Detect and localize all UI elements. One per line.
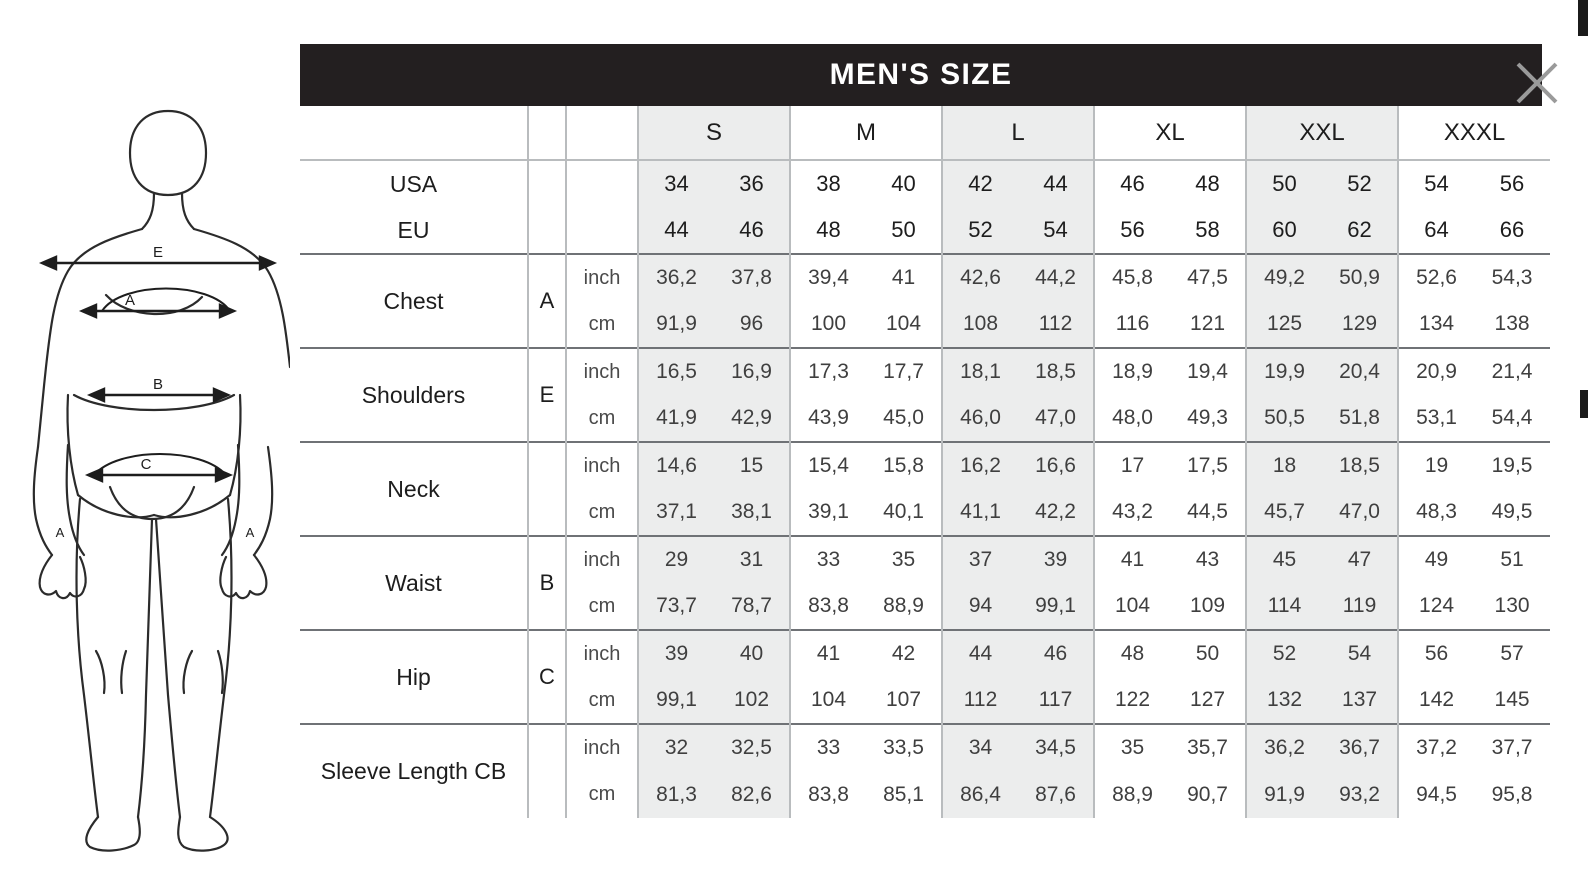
measure-letter-shoulders: E — [528, 348, 566, 442]
cell-value: 124 — [1419, 594, 1455, 617]
cell-value: 15 — [714, 442, 790, 489]
table-row — [300, 254, 1550, 301]
usa-value: 46 — [1094, 160, 1170, 207]
table-row-size-headers — [300, 106, 1550, 160]
table-row — [300, 536, 1550, 583]
cell-value: 54 — [1322, 630, 1398, 677]
cell-value: 49 — [1398, 536, 1474, 583]
cell-value: 49,2 — [1246, 254, 1322, 301]
cell-value: 104 — [866, 301, 942, 348]
measure-label-waist: Waist — [300, 536, 528, 630]
cell-value: 51 — [1474, 536, 1550, 583]
cell-value: 47,5 — [1170, 254, 1246, 301]
cell-value: 73,7 — [638, 583, 714, 630]
cell-value: 17,3 — [790, 348, 866, 395]
cell-value: 121 — [1170, 301, 1246, 348]
measure-letter-chest: A — [528, 254, 566, 348]
cell-value: 35 — [1094, 724, 1170, 771]
eu-value: 62 — [1322, 207, 1398, 254]
cell-value: 96 — [714, 301, 790, 348]
cell-value: 47 — [1322, 536, 1398, 583]
measure-label-neck: Neck — [300, 442, 528, 536]
body-figure-panel — [0, 0, 300, 888]
cell-value: 52 — [1246, 630, 1322, 677]
usa-value: 56 — [1474, 160, 1550, 207]
empty-cell-letter — [528, 106, 566, 160]
eu-value: 50 — [866, 207, 942, 254]
unit-inch: inch — [566, 724, 638, 771]
eu-value: 60 — [1246, 207, 1322, 254]
cell-value: 48,0 — [1112, 406, 1153, 429]
cell-value: 18,5 — [1322, 442, 1398, 489]
cell-value: 46,0 — [942, 395, 1018, 442]
cell-value: 142 — [1419, 688, 1455, 711]
cell-value: 78,7 — [714, 583, 790, 630]
measure-label-sleeve-length-cb: Sleeve Length CB — [300, 724, 528, 818]
size-header-xxxl: XXXL — [1443, 118, 1506, 146]
cell-value: 21,4 — [1474, 348, 1550, 395]
eu-value: 56 — [1120, 217, 1145, 242]
cell-value: 56 — [1398, 630, 1474, 677]
eu-value: 44 — [638, 207, 714, 254]
unit-inch: inch — [566, 536, 638, 583]
cell-value: 41 — [790, 630, 866, 677]
cell-value: 53,1 — [1416, 406, 1457, 429]
cell-value: 138 — [1494, 312, 1530, 335]
cell-value: 16,9 — [714, 348, 790, 395]
cell-value: 44,2 — [1018, 254, 1094, 301]
figure-marker-a-right: A — [245, 525, 255, 540]
cell-value: 42,2 — [1018, 489, 1094, 536]
cell-value: 16,2 — [942, 442, 1018, 489]
size-header-xl: XL — [1094, 106, 1246, 160]
cell-value: 83,8 — [808, 782, 849, 806]
figure-marker-a: A — [124, 292, 136, 309]
cell-value: 83,8 — [808, 594, 849, 617]
measure-label-hip: Hip — [300, 630, 528, 724]
cell-value: 31 — [714, 536, 790, 583]
cell-value: 45,7 — [1246, 489, 1322, 536]
cell-value: 46 — [1018, 630, 1094, 677]
cell-value: 17,5 — [1170, 442, 1246, 489]
cell-value: 35,7 — [1170, 724, 1246, 771]
cell-value: 44,5 — [1170, 489, 1246, 536]
cell-value: 86,4 — [942, 771, 1018, 818]
cell-value: 48,3 — [1416, 500, 1457, 523]
size-header-xxl: XXL — [1246, 106, 1398, 160]
cell-value: 45 — [1246, 536, 1322, 583]
cell-value: 39 — [1018, 536, 1094, 583]
cell-value: 43 — [1170, 536, 1246, 583]
cell-value: 20,9 — [1398, 348, 1474, 395]
usa-value: 50 — [1246, 160, 1322, 207]
cell-value: 88,9 — [866, 583, 942, 630]
empty-cell-label — [300, 106, 528, 160]
unit-cm: cm — [566, 771, 638, 818]
cell-value: 54,4 — [1491, 406, 1533, 429]
cell-value: 39 — [638, 630, 714, 677]
cell-value: 104 — [1115, 594, 1151, 617]
spacer-letter-eu — [528, 207, 566, 254]
usa-value: 36 — [714, 160, 790, 207]
usa-value: 38 — [790, 160, 866, 207]
cell-value: 44 — [942, 630, 1018, 677]
usa-value: 48 — [1170, 160, 1246, 207]
cell-value: 49,5 — [1491, 500, 1533, 523]
eu-value: 46 — [714, 207, 790, 254]
spacer-unit-usa — [566, 160, 638, 207]
table-row-usa — [300, 160, 1550, 207]
size-header-l: L — [942, 106, 1094, 160]
close-icon[interactable] — [1510, 56, 1564, 110]
cell-value: 104 — [810, 688, 847, 711]
cell-value: 88,9 — [1112, 782, 1153, 806]
cell-value: 39,4 — [790, 254, 866, 301]
cell-value: 37,7 — [1474, 724, 1550, 771]
cell-value: 134 — [1419, 312, 1455, 335]
cell-value: 32,5 — [714, 724, 790, 771]
cell-value: 19,5 — [1474, 442, 1550, 489]
cell-value: 137 — [1322, 677, 1398, 724]
size-header-s: S — [638, 106, 790, 160]
cell-value: 43,9 — [808, 406, 849, 429]
cell-value: 29 — [638, 536, 714, 583]
cell-value: 33,5 — [866, 724, 942, 771]
cell-value: 37 — [942, 536, 1018, 583]
cell-value: 99,1 — [1018, 583, 1094, 630]
cell-value: 122 — [1115, 688, 1151, 711]
cell-value: 18,1 — [942, 348, 1018, 395]
cell-value: 42 — [866, 630, 942, 677]
cell-value: 50,5 — [1246, 395, 1322, 442]
cell-value: 90,7 — [1170, 771, 1246, 818]
cell-value: 17 — [1094, 442, 1170, 489]
cell-value: 112 — [942, 677, 1018, 724]
spacer-unit-eu — [566, 207, 638, 254]
unit-inch: inch — [566, 630, 638, 677]
cell-value: 42,9 — [714, 395, 790, 442]
measure-letter-hip: C — [528, 630, 566, 724]
cell-value: 119 — [1322, 583, 1398, 630]
cell-value: 116 — [1115, 312, 1150, 335]
cell-value: 85,1 — [866, 771, 942, 818]
cell-value: 102 — [714, 677, 790, 724]
cell-value: 117 — [1018, 677, 1094, 724]
table-row-eu — [300, 207, 1550, 254]
usa-value: 54 — [1398, 160, 1474, 207]
unit-cm: cm — [566, 677, 638, 724]
cell-value: 145 — [1494, 688, 1530, 711]
cell-value: 41 — [1094, 536, 1170, 583]
eu-value: 48 — [816, 217, 841, 242]
measure-letter-neck — [528, 442, 566, 536]
unit-inch: inch — [566, 254, 638, 301]
cell-value: 87,6 — [1018, 771, 1094, 818]
cell-value: 129 — [1322, 301, 1398, 348]
size-chart-panel — [300, 44, 1542, 854]
unit-inch: inch — [566, 442, 638, 489]
figure-marker-a-left: A — [55, 525, 65, 540]
cell-value: 54,3 — [1474, 254, 1550, 301]
cell-value: 130 — [1494, 594, 1530, 617]
usa-value: 52 — [1322, 160, 1398, 207]
cell-value: 19,9 — [1246, 348, 1322, 395]
cell-value: 33 — [790, 536, 866, 583]
cell-value: 45,0 — [866, 395, 942, 442]
unit-cm: cm — [566, 301, 638, 348]
cell-value: 81,3 — [638, 771, 714, 818]
cell-value: 19 — [1398, 442, 1474, 489]
table-row — [300, 724, 1550, 771]
body-outline-illustration — [10, 95, 290, 855]
system-label-eu: EU — [300, 207, 528, 254]
cell-value: 50,9 — [1322, 254, 1398, 301]
cell-value: 42,6 — [942, 254, 1018, 301]
cell-value: 82,6 — [714, 771, 790, 818]
cell-value: 114 — [1246, 583, 1322, 630]
cell-value: 34 — [942, 724, 1018, 771]
page-edge-marker — [1580, 390, 1588, 418]
spacer-letter-usa — [528, 160, 566, 207]
measure-label-chest: Chest — [300, 254, 528, 348]
size-header-m: M — [790, 106, 942, 160]
eu-value: 54 — [1018, 207, 1094, 254]
cell-value: 16,6 — [1018, 442, 1094, 489]
table-row — [300, 348, 1550, 395]
cell-value: 93,2 — [1322, 771, 1398, 818]
system-label-usa: USA — [300, 160, 528, 207]
unit-cm: cm — [566, 489, 638, 536]
cell-value: 45,8 — [1094, 254, 1170, 301]
cell-value: 109 — [1170, 583, 1246, 630]
unit-cm: cm — [566, 583, 638, 630]
measure-letter-waist: B — [528, 536, 566, 630]
cell-value: 33 — [790, 724, 866, 771]
cell-value: 36,2 — [1246, 724, 1322, 771]
cell-value: 94,5 — [1416, 782, 1457, 806]
cell-value: 35 — [866, 536, 942, 583]
usa-value: 44 — [1018, 160, 1094, 207]
chart-title-bar — [300, 44, 1542, 106]
unit-cm: cm — [566, 395, 638, 442]
figure-marker-b: B — [152, 376, 164, 393]
cell-value: 91,9 — [638, 301, 714, 348]
cell-value: 52,6 — [1398, 254, 1474, 301]
cell-value: 91,9 — [1246, 771, 1322, 818]
usa-value: 34 — [638, 160, 714, 207]
usa-value: 40 — [866, 160, 942, 207]
cell-value: 40 — [714, 630, 790, 677]
table-row — [300, 442, 1550, 489]
cell-value: 51,8 — [1322, 395, 1398, 442]
figure-marker-e: E — [152, 244, 164, 261]
cell-value: 32 — [638, 724, 714, 771]
cell-value: 39,1 — [808, 500, 849, 523]
eu-value: 64 — [1424, 217, 1449, 242]
cell-value: 15,8 — [866, 442, 942, 489]
cell-value: 48 — [1094, 630, 1170, 677]
empty-cell-unit — [566, 106, 638, 160]
cell-value: 43,2 — [1112, 500, 1153, 523]
cell-value: 41,1 — [942, 489, 1018, 536]
cell-value: 17,7 — [866, 348, 942, 395]
figure-marker-c: C — [140, 456, 152, 473]
cell-value: 18,9 — [1094, 348, 1170, 395]
cell-value: 16,5 — [638, 348, 714, 395]
cell-value: 14,6 — [638, 442, 714, 489]
usa-value: 42 — [942, 160, 1018, 207]
cell-value: 20,4 — [1322, 348, 1398, 395]
cell-value: 18 — [1246, 442, 1322, 489]
cell-value: 108 — [942, 301, 1018, 348]
cell-value: 18,5 — [1018, 348, 1094, 395]
cell-value: 47,0 — [1322, 489, 1398, 536]
cell-value: 95,8 — [1491, 782, 1533, 806]
cell-value: 37,1 — [638, 489, 714, 536]
measure-label-shoulders: Shoulders — [300, 348, 528, 442]
unit-inch: inch — [566, 348, 638, 395]
cell-value: 94 — [942, 583, 1018, 630]
cell-value: 19,4 — [1170, 348, 1246, 395]
measure-letter-sleeve — [528, 724, 566, 818]
cell-value: 49,3 — [1170, 395, 1246, 442]
cell-value: 107 — [866, 677, 942, 724]
cell-value: 132 — [1246, 677, 1322, 724]
cell-value: 99,1 — [638, 677, 714, 724]
cell-value: 112 — [1018, 301, 1094, 348]
eu-value: 52 — [942, 207, 1018, 254]
cell-value: 47,0 — [1018, 395, 1094, 442]
cell-value: 100 — [810, 312, 847, 335]
cell-value: 125 — [1246, 301, 1322, 348]
cell-value: 50 — [1170, 630, 1246, 677]
cell-value: 41 — [866, 254, 942, 301]
cell-value: 15,4 — [790, 442, 866, 489]
cell-value: 41,9 — [638, 395, 714, 442]
cell-value: 38,1 — [714, 489, 790, 536]
page-edge-marker-top — [1578, 0, 1588, 36]
eu-value: 66 — [1499, 217, 1525, 242]
table-row — [300, 630, 1550, 677]
cell-value: 37,2 — [1398, 724, 1474, 771]
page-title: MEN'S SIZE — [829, 58, 1013, 91]
eu-value: 58 — [1170, 207, 1246, 254]
cell-value: 36,7 — [1322, 724, 1398, 771]
size-table — [300, 106, 1550, 818]
cell-value: 37,8 — [714, 254, 790, 301]
cell-value: 127 — [1170, 677, 1246, 724]
cell-value: 36,2 — [638, 254, 714, 301]
cell-value: 34,5 — [1018, 724, 1094, 771]
cell-value: 40,1 — [866, 489, 942, 536]
cell-value: 57 — [1474, 630, 1550, 677]
